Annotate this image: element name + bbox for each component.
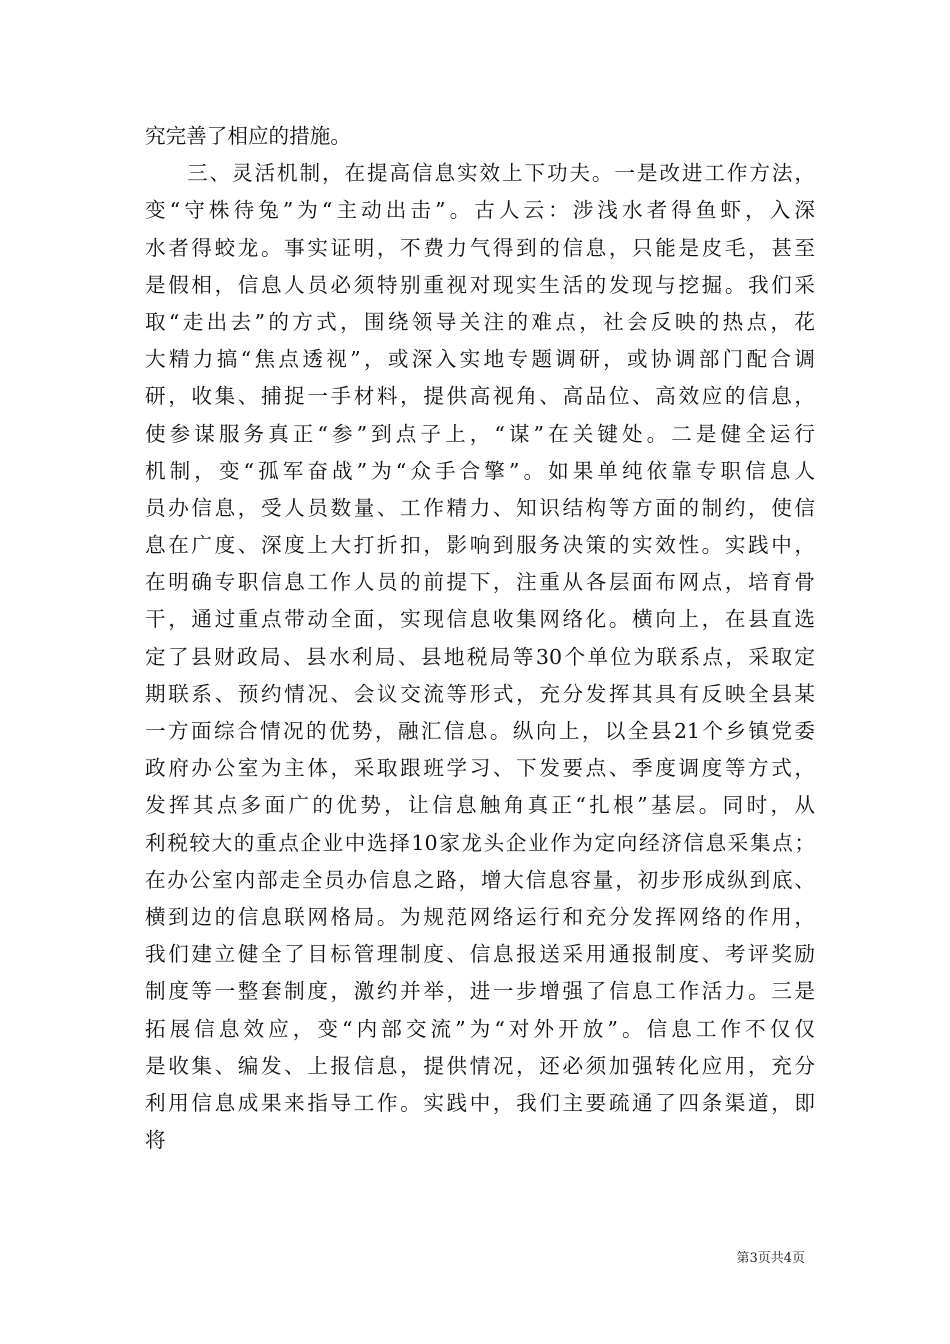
text-line: 使参谋服务真正“参”到点子上，“谋”在关键处。二是健全运行 (145, 421, 815, 446)
document-body (145, 118, 815, 1159)
text-line: 在办公室内部走全员办信息之路，增大信息容量，初步形成纵到底、 (145, 867, 815, 892)
text-line: 利税较大的重点企业中选择10家龙头企业作为定向经济信息采集点； (145, 830, 815, 855)
text-line: 干，通过重点带动全面，实现信息收集网络化。横向上，在县直选 (145, 607, 815, 632)
text-line: 在明确专职信息工作人员的前提下，注重从各层面布网点，培育骨 (145, 570, 815, 595)
text-line: 机制，变“孤军奋战”为“众手合擎”。如果单纯依靠专职信息人 (145, 458, 815, 483)
text-line: 期联系、预约情况、会议交流等形式，充分发挥其具有反映全县某 (145, 681, 815, 706)
text-line: 政府办公室为主体，采取跟班学习、下发要点、季度调度等方式， (145, 756, 815, 781)
text-line: 横到边的信息联网格局。为规范网络运行和充分发挥网络的作用， (145, 904, 815, 929)
text-line: 三、灵活机制，在提高信息实效上下功夫。一是改进工作方法， (187, 161, 815, 186)
text-line: 发挥其点多面广的优势，让信息触角真正“扎根”基层。同时，从 (145, 793, 815, 818)
text-line: 变“守株待兔”为“主动出击”。古人云：涉浅水者得鱼虾，入深 (145, 198, 815, 223)
text-line: 是收集、编发、上报信息，提供情况，还必须加强转化应用，充分 (145, 1053, 815, 1078)
text-line: 取“走出去”的方式，围绕领导关注的难点，社会反映的热点，花 (145, 309, 815, 334)
text-line: 水者得蛟龙。事实证明，不费力气得到的信息，只能是皮毛，甚至 (145, 235, 815, 260)
text-line: 大精力搞“焦点透视”，或深入实地专题调研，或协调部门配合调 (145, 347, 815, 372)
text-line: 利用信息成果来指导工作。实践中，我们主要疏通了四条渠道，即 (145, 1090, 815, 1115)
text-line: 息在广度、深度上大打折扣，影响到服务决策的实效性。实践中， (145, 533, 815, 558)
text-line: 是假相，信息人员必须特别重视对现实生活的发现与挖掘。我们采 (145, 272, 815, 297)
text-line: 将 (145, 1128, 166, 1153)
text-line: 我们建立健全了目标管理制度、信息报送采用通报制度、考评奖励 (145, 942, 815, 967)
text-line: 研，收集、捕捉一手材料，提供高视角、高品位、高效应的信息， (145, 384, 815, 409)
text-line: 员办信息，受人员数量、工作精力、知识结构等方面的制约，使信 (145, 495, 815, 520)
text-line: 一方面综合情况的优势，融汇信息。纵向上，以全县21个乡镇党委 (145, 719, 815, 743)
text-line: 拓展信息效应，变“内部交流”为“对外开放”。信息工作不仅仅 (145, 1016, 815, 1041)
page-number-footer: 第3页共4页 (736, 1251, 805, 1266)
text-line: 制度等一整套制度，激约并举，进一步增强了信息工作活力。三是 (145, 979, 815, 1004)
text-line: 定了县财政局、县水利局、县地税局等30个单位为联系点，采取定 (145, 644, 815, 669)
text-line: 究完善了相应的措施。 (145, 124, 351, 148)
